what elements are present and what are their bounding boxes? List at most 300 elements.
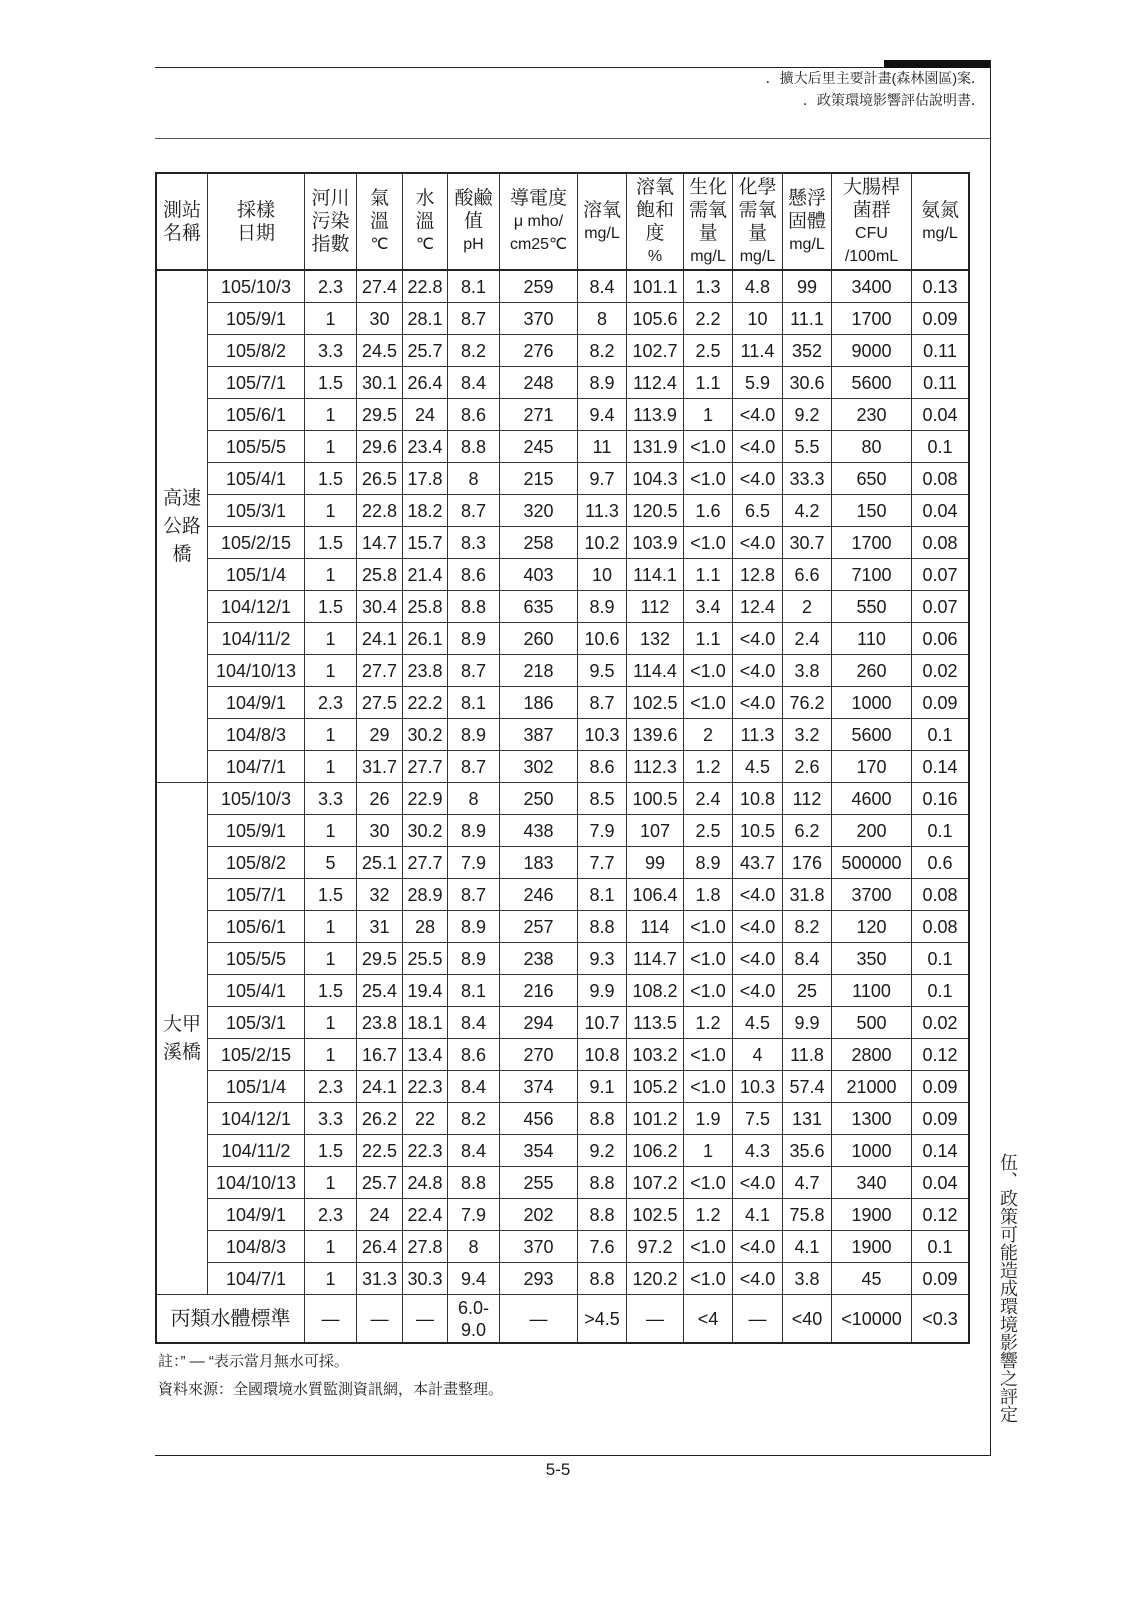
cell-bod: 1.2 [684,1199,733,1231]
cell-dissolved-oxygen: 10.7 [578,1007,627,1039]
cell-coliform: 1900 [832,1199,912,1231]
cell-conductivity: 183 [500,847,578,879]
cell-date: 105/5/5 [208,943,305,975]
cell-water-temp: 26.1 [403,623,448,655]
cell-conductivity: 270 [500,1039,578,1071]
cell-water-temp: 30.2 [403,719,448,751]
cell-water-temp: 27.8 [403,1231,448,1263]
header-title-line: 固體 [787,211,826,232]
cell-date: 105/10/3 [208,783,305,815]
cell-water-temp: 18.1 [403,1007,448,1039]
cell-cod: <4.0 [733,1231,783,1263]
cell-suspended-solids: 9.2 [783,399,832,431]
cell-air-temp: 26.2 [357,1103,403,1135]
cell-river-pollution-index: 1.5 [305,463,357,495]
station-name-line: 公路 [162,515,201,537]
cell-date: 105/8/2 [208,335,305,367]
cell-cod: 11.3 [733,719,783,751]
cell-cod: 12.8 [733,559,783,591]
header-unit-line: % [647,247,663,265]
header-title-line: 採樣 [236,199,275,221]
header-unit-line: μ mho/ [513,213,564,230]
cell-dissolved-oxygen: 8 [578,303,627,335]
cell-bod: 1.8 [684,879,733,911]
cell-do-saturation: 106.4 [627,879,684,911]
cell-water-temp: 23.8 [403,655,448,687]
cell-ph: 8.1 [448,687,500,719]
cell-date: 105/8/2 [208,847,305,879]
cell-do-saturation: 132 [627,623,684,655]
station-name-line: 溪橋 [162,1041,201,1063]
cell-suspended-solids: 112 [783,783,832,815]
cell-date: 104/11/2 [208,1135,305,1167]
cell-cod: <4.0 [733,975,783,1007]
cell-do-saturation: 114.4 [627,655,684,687]
cell-air-temp: 31 [357,911,403,943]
standard-ph: 6.0- 9.0 [448,1295,500,1342]
cell-air-temp: 22.5 [357,1135,403,1167]
cell-bod: 2 [684,719,733,751]
cell-suspended-solids: 75.8 [783,1199,832,1231]
cell-ph: 7.9 [448,847,500,879]
cell-dissolved-oxygen: 8.5 [578,783,627,815]
cell-bod: <1.0 [684,1039,733,1071]
cell-cod: 4.8 [733,271,783,303]
cell-water-temp: 22 [403,1103,448,1135]
cell-suspended-solids: 30.7 [783,527,832,559]
cell-coliform: 1700 [832,527,912,559]
cell-do-saturation: 113.9 [627,399,684,431]
cell-suspended-solids: 33.3 [783,463,832,495]
cell-dissolved-oxygen: 8.7 [578,687,627,719]
cell-cod: 11.4 [733,335,783,367]
cell-air-temp: 30 [357,815,403,847]
standard-conductivity: — [500,1295,578,1342]
cell-do-saturation: 105.6 [627,303,684,335]
cell-bod: 1 [684,1135,733,1167]
cell-ph: 8.9 [448,719,500,751]
cell-suspended-solids: 3.2 [783,719,832,751]
cell-river-pollution-index: 3.3 [305,335,357,367]
header-title-line: 指數 [311,234,350,255]
cell-ammonia: 0.09 [912,303,968,335]
cell-cod: 5.9 [733,367,783,399]
cell-bod: <1.0 [684,911,733,943]
cell-suspended-solids: 76.2 [783,687,832,719]
cell-bod: 1.1 [684,559,733,591]
header-title-line: 生化 [688,176,727,198]
cell-air-temp: 31.7 [357,751,403,783]
cell-do-saturation: 108.2 [627,975,684,1007]
cell-bod: 8.9 [684,847,733,879]
cell-air-temp: 30.4 [357,591,403,623]
cell-suspended-solids: 8.2 [783,911,832,943]
cell-ph: 8.6 [448,559,500,591]
cell-river-pollution-index: 1.5 [305,975,357,1007]
cell-air-temp: 22.8 [357,495,403,527]
cell-conductivity: 635 [500,591,578,623]
header-title-line: 化學 [738,176,777,198]
cell-cod: 10 [733,303,783,335]
cell-dissolved-oxygen: 9.7 [578,463,627,495]
cell-air-temp: 25.7 [357,1167,403,1199]
cell-coliform: 80 [832,431,912,463]
cell-conductivity: 248 [500,367,578,399]
cell-ammonia: 0.12 [912,1039,968,1071]
cell-river-pollution-index: 2.3 [305,271,357,303]
cell-river-pollution-index: 1 [305,1263,357,1295]
cell-coliform: 350 [832,943,912,975]
cell-water-temp: 28.1 [403,303,448,335]
standard-water-temp: — [403,1295,448,1342]
cell-dissolved-oxygen: 7.6 [578,1231,627,1263]
cell-ph: 8.9 [448,943,500,975]
cell-air-temp: 24 [357,1199,403,1231]
cell-bod: <1.0 [684,943,733,975]
cell-water-temp: 28 [403,911,448,943]
cell-date: 105/3/1 [208,1007,305,1039]
cell-suspended-solids: 57.4 [783,1071,832,1103]
standard-coliform: <10000 [832,1295,912,1342]
standard-label-cell: 丙類水體標準 [157,1295,305,1342]
cell-do-saturation: 99 [627,847,684,879]
cell-ammonia: 0.1 [912,815,968,847]
cell-date: 105/9/1 [208,815,305,847]
cell-ammonia: 0.12 [912,1199,968,1231]
cell-do-saturation: 112 [627,591,684,623]
cell-ph: 8.8 [448,591,500,623]
cell-river-pollution-index: 1 [305,623,357,655]
cell-air-temp: 31.3 [357,1263,403,1295]
cell-do-saturation: 114 [627,911,684,943]
cell-water-temp: 22.8 [403,271,448,303]
cell-water-temp: 27.7 [403,751,448,783]
cell-date: 104/9/1 [208,1199,305,1231]
cell-cod: <4.0 [733,655,783,687]
cell-ammonia: 0.04 [912,1167,968,1199]
cell-cod: <4.0 [733,431,783,463]
cell-cod: <4.0 [733,463,783,495]
cell-date: 104/12/1 [208,591,305,623]
cell-ph: 8.8 [448,1167,500,1199]
cell-coliform: 200 [832,815,912,847]
header-title-line: 測站 [162,199,201,221]
cell-water-temp: 30.3 [403,1263,448,1295]
cell-river-pollution-index: 1 [305,1167,357,1199]
cell-coliform: 21000 [832,1071,912,1103]
cell-river-pollution-index: 1 [305,1039,357,1071]
cell-do-saturation: 102.5 [627,1199,684,1231]
cell-coliform: 2800 [832,1039,912,1071]
header-ph [448,174,500,271]
cell-suspended-solids: 6.2 [783,815,832,847]
cell-cod: <4.0 [733,687,783,719]
cell-do-saturation: 103.2 [627,1039,684,1071]
cell-do-saturation: 103.9 [627,527,684,559]
cell-suspended-solids: 31.8 [783,879,832,911]
cell-coliform: 230 [832,399,912,431]
header-title-line: 酸鹼 [454,188,493,209]
cell-air-temp: 29 [357,719,403,751]
cell-water-temp: 18.2 [403,495,448,527]
cell-suspended-solids: 11.8 [783,1039,832,1071]
cell-air-temp: 27.7 [357,655,403,687]
cell-conductivity: 259 [500,271,578,303]
cell-ph: 8.7 [448,655,500,687]
cell-air-temp: 30 [357,303,403,335]
cell-water-temp: 23.4 [403,431,448,463]
cell-suspended-solids: 8.4 [783,943,832,975]
cell-cod: <4.0 [733,943,783,975]
cell-air-temp: 26 [357,783,403,815]
cell-cod: 4 [733,1039,783,1071]
cell-air-temp: 29.5 [357,943,403,975]
cell-date: 104/12/1 [208,1103,305,1135]
cell-suspended-solids: 99 [783,271,832,303]
cell-date: 105/6/1 [208,399,305,431]
cell-do-saturation: 102.7 [627,335,684,367]
cell-bod: <1.0 [684,975,733,1007]
cell-conductivity: 258 [500,527,578,559]
cell-dissolved-oxygen: 11 [578,431,627,463]
cell-ammonia: 0.1 [912,943,968,975]
cell-ph: 8.8 [448,431,500,463]
cell-conductivity: 354 [500,1135,578,1167]
cell-conductivity: 202 [500,1199,578,1231]
cell-conductivity: 302 [500,751,578,783]
header-unit-line: mg/L [739,247,776,265]
cell-ph: 8.4 [448,367,500,399]
cell-river-pollution-index: 1 [305,943,357,975]
cell-dissolved-oxygen: 9.4 [578,399,627,431]
header-title-line: 導電度 [509,188,567,209]
cell-dissolved-oxygen: 8.9 [578,591,627,623]
cell-dissolved-oxygen: 10.6 [578,623,627,655]
cell-dissolved-oxygen: 9.1 [578,1071,627,1103]
cell-air-temp: 24.1 [357,1071,403,1103]
cell-coliform: 500000 [832,847,912,879]
standard-dissolved-oxygen: >4.5 [578,1295,627,1342]
cell-bod: <1.0 [684,463,733,495]
cell-air-temp: 24.1 [357,623,403,655]
cell-ph: 8.7 [448,879,500,911]
cell-ammonia: 0.09 [912,1071,968,1103]
header-title-line: 溶氧 [635,176,674,198]
cell-ph: 8.9 [448,815,500,847]
cell-conductivity: 374 [500,1071,578,1103]
header-unit-line: CFU [855,224,888,242]
page-right-rule [990,60,991,1456]
cell-conductivity: 245 [500,431,578,463]
cell-cod: 10.3 [733,1071,783,1103]
cell-ph: 9.4 [448,1263,500,1295]
cell-coliform: 45 [832,1263,912,1295]
cell-river-pollution-index: 1 [305,815,357,847]
cell-bod: <1.0 [684,1167,733,1199]
cell-conductivity: 260 [500,623,578,655]
cell-date: 105/5/5 [208,431,305,463]
cell-bod: <1.0 [684,1263,733,1295]
cell-river-pollution-index: 2.3 [305,1071,357,1103]
standard-suspended-solids: <40 [783,1295,832,1342]
cell-water-temp: 19.4 [403,975,448,1007]
cell-river-pollution-index: 1 [305,655,357,687]
cell-do-saturation: 104.3 [627,463,684,495]
cell-ph: 8.6 [448,1039,500,1071]
header-title-line: 氣 [369,188,389,209]
header-title-line: 度 [645,222,665,244]
header-unit-line: mg/L [922,224,958,242]
header-coliform [832,174,912,271]
cell-ph: 8 [448,1231,500,1263]
cell-conductivity: 218 [500,655,578,687]
cell-cod: <4.0 [733,911,783,943]
cell-dissolved-oxygen: 8.8 [578,1167,627,1199]
cell-date: 105/7/1 [208,879,305,911]
cell-coliform: 1100 [832,975,912,1007]
cell-ph: 8.7 [448,303,500,335]
standard-do-saturation: — [627,1295,684,1342]
cell-conductivity: 370 [500,303,578,335]
cell-date: 104/8/3 [208,1231,305,1263]
cell-bod: 2.5 [684,815,733,847]
cell-coliform: 150 [832,495,912,527]
cell-bod: 1.1 [684,367,733,399]
cell-conductivity: 257 [500,911,578,943]
cell-coliform: 120 [832,911,912,943]
cell-ammonia: 0.11 [912,367,968,399]
cell-date: 105/7/1 [208,367,305,399]
cell-coliform: 9000 [832,335,912,367]
cell-do-saturation: 120.5 [627,495,684,527]
cell-river-pollution-index: 3.3 [305,783,357,815]
cell-conductivity: 294 [500,1007,578,1039]
cell-ammonia: 0.08 [912,911,968,943]
cell-do-saturation: 131.9 [627,431,684,463]
cell-water-temp: 30.2 [403,815,448,847]
cell-ph: 8 [448,783,500,815]
cell-cod: <4.0 [733,1167,783,1199]
cell-dissolved-oxygen: 10.8 [578,1039,627,1071]
header-suspended-solids [783,174,832,271]
cell-ammonia: 0.11 [912,335,968,367]
page-number: 5-5 [545,1460,571,1479]
header-unit-line: mg/L [789,236,825,253]
header-cod [733,174,783,271]
cell-ammonia: 0.08 [912,463,968,495]
cell-ammonia: 0.14 [912,751,968,783]
cell-water-temp: 24.8 [403,1167,448,1199]
cell-ammonia: 0.6 [912,847,968,879]
cell-do-saturation: 106.2 [627,1135,684,1167]
header-unit-line: /100mL [844,247,899,265]
cell-air-temp: 32 [357,879,403,911]
cell-air-temp: 25.8 [357,559,403,591]
cell-date: 105/2/15 [208,1039,305,1071]
cell-cod: 10.5 [733,815,783,847]
cell-ph: 8.1 [448,271,500,303]
cell-coliform: 500 [832,1007,912,1039]
cell-river-pollution-index: 1 [305,431,357,463]
cell-air-temp: 30.1 [357,367,403,399]
cell-suspended-solids: 5.5 [783,431,832,463]
station-name-line: 大甲 [162,1013,201,1035]
cell-dissolved-oxygen: 8.1 [578,879,627,911]
cell-date: 105/1/4 [208,1071,305,1103]
cell-date: 104/10/13 [208,1167,305,1199]
cell-dissolved-oxygen: 8.8 [578,911,627,943]
cell-river-pollution-index: 1 [305,1231,357,1263]
cell-conductivity: 320 [500,495,578,527]
cell-coliform: 1900 [832,1231,912,1263]
cell-air-temp: 27.5 [357,687,403,719]
cell-ph: 8.3 [448,527,500,559]
header-title-line: 需氧 [688,199,727,221]
cell-conductivity: 438 [500,815,578,847]
cell-river-pollution-index: 1 [305,1007,357,1039]
cell-ammonia: 0.04 [912,495,968,527]
header-unit-line: cm25℃ [509,236,568,253]
cell-do-saturation: 100.5 [627,783,684,815]
cell-ph: 8.2 [448,335,500,367]
cell-water-temp: 22.4 [403,1199,448,1231]
cell-cod: <4.0 [733,399,783,431]
cell-date: 105/1/4 [208,559,305,591]
cell-suspended-solids: 3.8 [783,1263,832,1295]
cell-air-temp: 14.7 [357,527,403,559]
cell-water-temp: 22.2 [403,687,448,719]
cell-river-pollution-index: 3.3 [305,1103,357,1135]
cell-water-temp: 25.7 [403,335,448,367]
standard-bod: <4 [684,1295,733,1342]
cell-ammonia: 0.16 [912,783,968,815]
cell-conductivity: 293 [500,1263,578,1295]
cell-ph: 8.2 [448,1103,500,1135]
header-title-line: 污染 [311,211,350,232]
header-title-line: 懸浮 [787,188,826,209]
cell-cod: 10.8 [733,783,783,815]
cell-dissolved-oxygen: 8.8 [578,1263,627,1295]
cell-coliform: 5600 [832,367,912,399]
cell-date: 104/7/1 [208,751,305,783]
cell-ammonia: 0.08 [912,527,968,559]
cell-bod: 1.2 [684,751,733,783]
cell-river-pollution-index: 1 [305,751,357,783]
cell-cod: 43.7 [733,847,783,879]
cell-coliform: 5600 [832,719,912,751]
cell-river-pollution-index: 1 [305,495,357,527]
cell-dissolved-oxygen: 10 [578,559,627,591]
cell-cod: 4.3 [733,1135,783,1167]
header-top-rule [155,67,885,68]
cell-bod: <1.0 [684,687,733,719]
cell-water-temp: 15.7 [403,527,448,559]
cell-suspended-solids: 3.8 [783,655,832,687]
cell-conductivity: 250 [500,783,578,815]
cell-do-saturation: 114.1 [627,559,684,591]
cell-conductivity: 276 [500,335,578,367]
cell-coliform: 3700 [832,879,912,911]
cell-bod: 1.2 [684,1007,733,1039]
standard-ammonia: <0.3 [922,1308,958,1329]
cell-conductivity: 186 [500,687,578,719]
cell-coliform: 1300 [832,1103,912,1135]
cell-do-saturation: 139.6 [627,719,684,751]
cell-cod: <4.0 [733,1263,783,1295]
cell-date: 105/9/1 [208,303,305,335]
cell-water-temp: 22.3 [403,1071,448,1103]
cell-ph: 8.7 [448,495,500,527]
